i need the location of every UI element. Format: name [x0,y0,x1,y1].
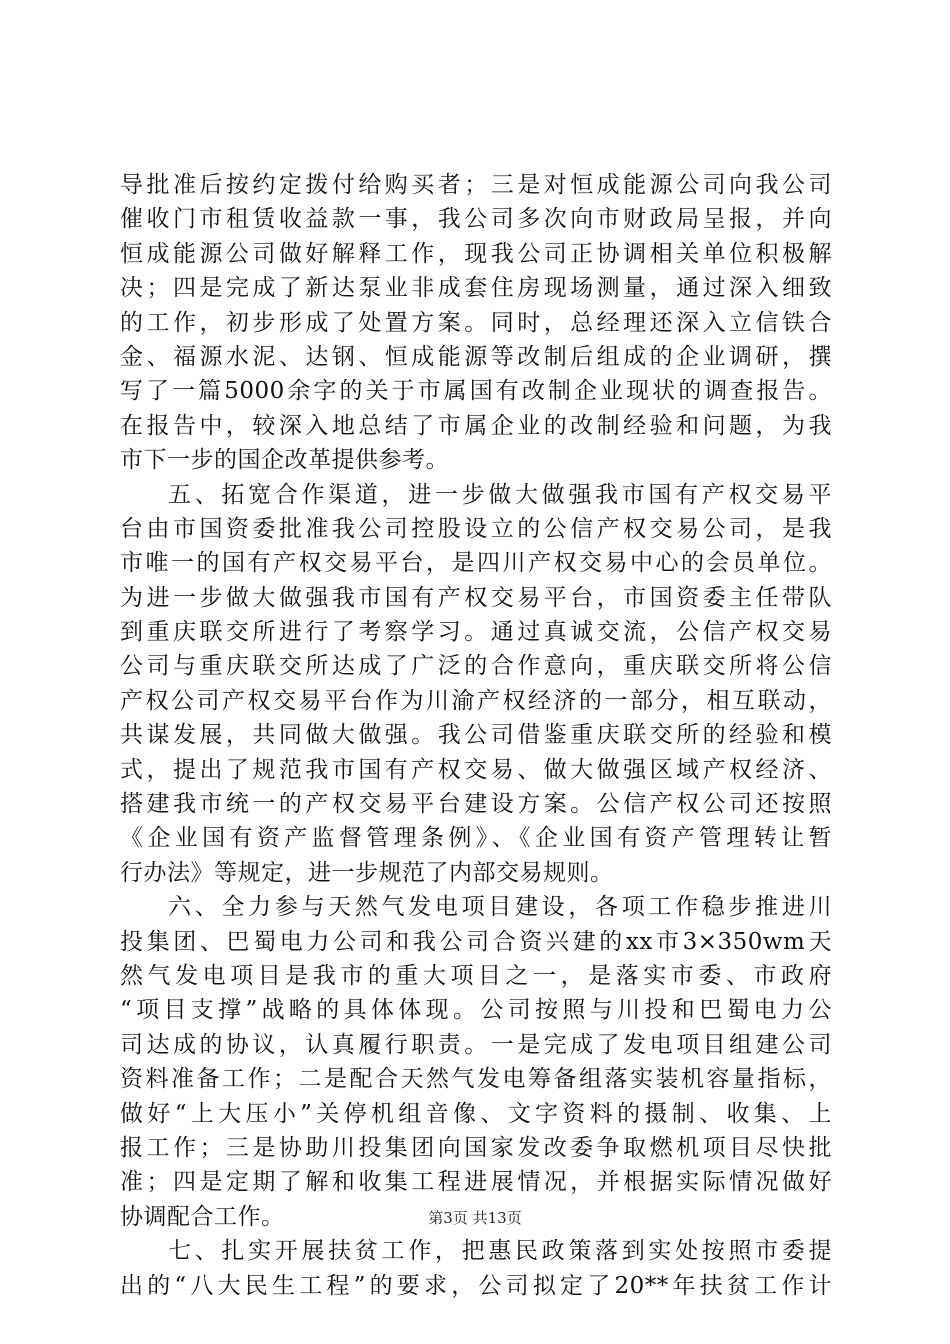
text-line: “项目支撑”战略的具体体现。公司按照与川投和巴蜀电力公 [120,997,832,1024]
text-line: 做好“上大压小”关停机组音像、文字资料的摄制、收集、上 [120,1100,832,1127]
page-number-footer: 第3页 共13页 [428,1209,522,1227]
text-line: 式，提出了规范我市国有产权交易、做大做强区域产权经济、 [120,756,832,783]
text-line: 资料准备工作；二是配合天然气发电筹备组落实装机容量指标， [120,1066,832,1093]
text-line: 准；四是定期了解和收集工程进展情况，并根据实际情况做好 [120,1169,832,1196]
text-line: 搭建我市统一的产权交易平台建设方案。公信产权公司还按照 [120,791,832,818]
text-line: 共谋发展，共同做大做强。我公司借鉴重庆联交所的经验和模 [120,722,832,749]
text-line: 产权公司产权交易平台作为川渝产权经济的一部分，相互联动， [120,687,832,714]
text-line: 催收门市租赁收益款一事，我公司多次向市财政局呈报，并向 [120,206,832,233]
text-line: 出的“八大民生工程”的要求，公司拟定了20**年扶贫工作计 [120,1272,832,1299]
text-line: 导批准后按约定拨付给购买者；三是对恒成能源公司向我公司 [120,172,832,198]
text-line: 在报告中，较深入地总结了市属企业的改制经验和问题，为我 [120,412,832,439]
text-line: 市唯一的国有产权交易平台，是四川产权交易中心的会员单位。 [120,550,832,577]
text-line: 协调配合工作。 [120,1203,285,1230]
text-line: 决；四是完成了新达泵业非成套住房现场测量，通过深入细致 [120,275,832,302]
text-line: 行办法》等规定，进一步规范了内部交易规则。 [120,859,614,886]
text-line: 台由市国资委批准我公司控股设立的公信产权交易公司，是我 [120,515,832,542]
text-line: 公司与重庆联交所达成了广泛的合作意向，重庆联交所将公信 [120,653,832,680]
text-line: 然气发电项目是我市的重大项目之一，是落实市委、市政府 [120,962,832,989]
text-line: 写了一篇5000余字的关于市属国有改制企业现状的调查报告。 [120,378,832,405]
section-heading-line: 五、拓宽合作渠道，进一步做大做强我市国有产权交易平 [168,481,832,508]
text-line: 投集团、巴蜀电力公司和我公司合资兴建的xx市3×350wm天 [120,928,832,955]
text-line: 金、福源水泥、达钢、恒成能源等改制后组成的企业调研，撰 [120,343,832,370]
text-line: 市下一步的国企改革提供参考。 [120,447,449,474]
text-line: 到重庆联交所进行了考察学习。通过真诚交流，公信产权交易 [120,619,832,646]
text-line: 《企业国有资产监督管理条例》、《企业国有资产管理转让暂 [120,825,832,852]
text-line: 恒成能源公司做好解释工作，现我公司正协调相关单位积极解 [120,240,832,267]
text-line: 司达成的协议，认真履行职责。一是完成了发电项目组建公司 [120,1031,832,1058]
document-body [120,168,832,1303]
text-line: 为进一步做大做强我市国有产权交易平台，市国资委主任带队 [120,584,832,611]
section-heading-line: 六、全力参与天然气发电项目建设，各项工作稳步推进川 [168,894,832,921]
text-line: 报工作；三是协助川投集团向国家发改委争取燃机项目尽快批 [120,1134,832,1161]
text-line: 的工作，初步形成了处置方案。同时，总经理还深入立信铁合 [120,309,832,336]
section-heading-line: 七、扎实开展扶贫工作，把惠民政策落到实处按照市委提 [168,1238,832,1265]
